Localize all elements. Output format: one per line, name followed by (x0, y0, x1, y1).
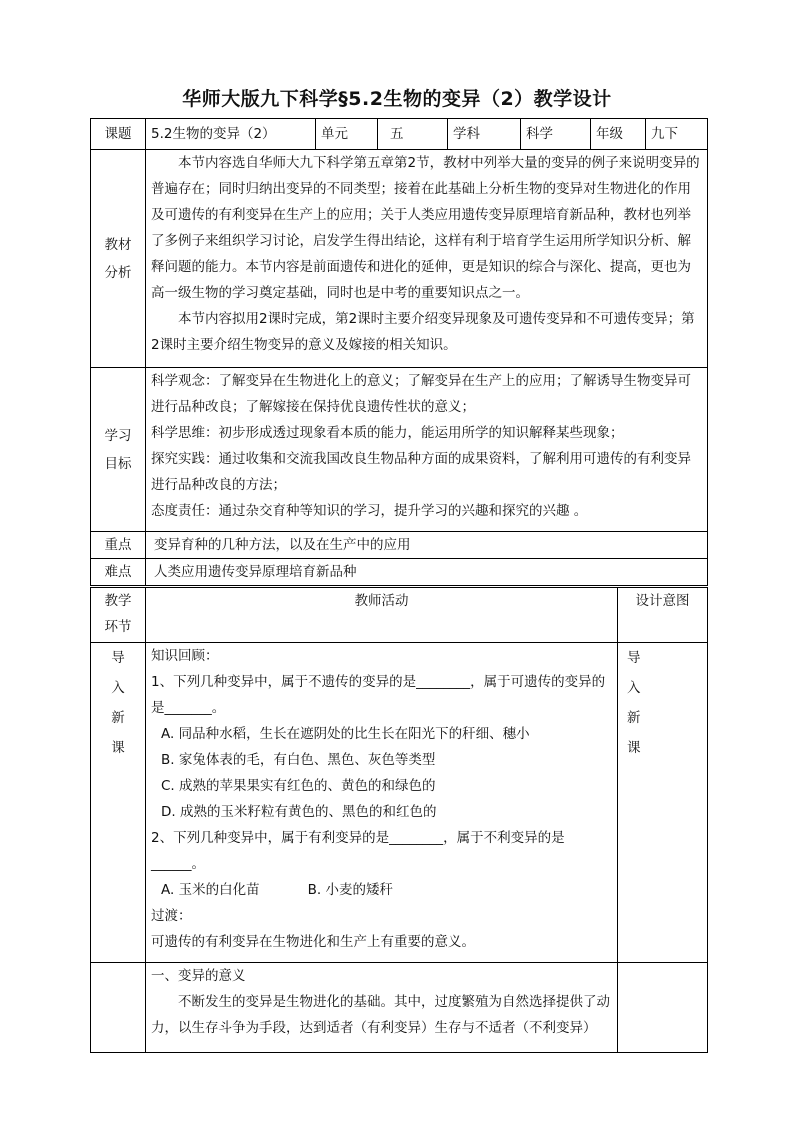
analysis-para2: 本节内容拟用2课时完成，第2课时主要介绍变异现象及可遗传变异和不可遗传变异；第2课时主要介绍生物变异的意义及嫁接的相关知识。 (151, 311, 695, 353)
info-table (90, 118, 708, 586)
section-one-heading: 一、变异的意义 (151, 968, 246, 984)
topic-value: 5.2生物的变异（2） (146, 119, 316, 150)
unit-value: 五 (378, 119, 448, 150)
stage-header-line2: 环节 (104, 619, 132, 635)
question-1: 1、下列几种变异中，属于不遗传的变异的是________，属于可遗传的变异的是_______。 (151, 674, 606, 716)
q1-option: B. 家兔体表的毛，有白色、黑色、灰色等类型 (161, 752, 436, 768)
label-subject: 学科 (448, 119, 521, 150)
section-one-content (146, 963, 618, 1053)
analysis-label-line1: 教材 (104, 236, 132, 253)
grade-value: 九下 (646, 119, 708, 150)
key-point-row (91, 532, 708, 559)
key-point-text: 变异育种的几种方法，以及在生产中的应用 (146, 532, 708, 559)
goals-label (91, 368, 146, 532)
intro-activity (146, 643, 618, 963)
intro-stage-label: 导 入 新 课 (91, 643, 146, 963)
difficulty-label: 难点 (91, 559, 146, 586)
goal-item: 探究实践：通过收集和交流我国改良生物品种方面的成果资料，了解利用可遗传的有利变异进行品种改良的方法； (151, 451, 691, 493)
q1-option: A. 同品种水稻，生长在遮阴处的比生长在阳光下的秆细、穗小 (161, 726, 530, 742)
q1-option: C. 成熟的苹果果实有红色的、黄色的和绿色的 (161, 778, 436, 794)
analysis-para1: 本节内容选自华师大九下科学第五章第2节，教材中列举大量的变异的例子来说明变异的普遍存在；同时归纳出变异的不同类型；接着在此基础上分析生物的变异对生物进化的作用及可遗传的有利变异在生产上的应用；关于人类应用遗传变异原理培育新品种，教材也列举了多例子来组织学习讨论，启发学生得出结论，这样有利于培育学生运用所学知识分析、解释问题的能力。本节内容是前面遗传和进化的延伸，更是知识的综合与深化、提高，更也为高一级生物的学习奠定基础，同时也是中考的重要知识点之一。 (151, 155, 700, 301)
key-point-label: 重点 (91, 532, 146, 559)
process-table (90, 587, 708, 1053)
goal-item: 科学思维：初步形成透过现象看本质的能力，能运用所学的知识解释某些现象； (151, 425, 624, 441)
activity-header: 教师活动 (146, 588, 618, 643)
q2-option-a: A. 玉米的白化苗 (161, 882, 260, 898)
difficulty-row (91, 559, 708, 586)
question-2: 2、下列几种变异中，属于有利变异的是________，属于不利变异的是______。 (151, 830, 565, 872)
difficulty-text: 人类应用遗传变异原理培育新品种 (146, 559, 708, 586)
label-unit: 单元 (316, 119, 378, 150)
section-one-para: 不断发生的变异是生物进化的基础。其中，过度繁殖为自然选择提供了动力，以生存斗争为手段，达到适者（有利变异）生存与不适者（不利变异） (151, 994, 610, 1036)
analysis-label (91, 150, 146, 368)
document-title: 华师大版九下科学§5.2生物的变异（2）教学设计 (182, 88, 612, 110)
goals-row (91, 368, 708, 532)
subject-value: 科学 (521, 119, 591, 150)
analysis-content (146, 150, 708, 368)
stage-header-line1: 教学 (104, 593, 132, 609)
intro-stage-row (91, 643, 708, 963)
goals-content (146, 368, 708, 532)
transition-label: 过渡： (151, 908, 192, 924)
analysis-row (91, 150, 708, 368)
goals-label-line2: 目标 (104, 455, 132, 472)
q2-options (151, 877, 612, 903)
transition-text: 可遗传的有利变异在生物进化和生产上有重要的意义。 (151, 934, 475, 950)
label-grade: 年级 (591, 119, 646, 150)
goal-item: 态度责任：通过杂交育种等知识的学习，提升学习的兴趣和探究的兴趣 。 (151, 503, 588, 519)
analysis-label-line2: 分析 (104, 264, 132, 281)
q1-option: D. 成熟的玉米籽粒有黄色的、黑色的和红色的 (161, 804, 437, 820)
section-one-stage (91, 963, 146, 1053)
section-one-row (91, 963, 708, 1053)
q2-option-b: B. 小麦的矮秆 (307, 882, 393, 898)
label-topic: 课题 (91, 119, 146, 150)
info-row (91, 119, 708, 150)
goals-label-line1: 学习 (104, 427, 132, 444)
section-one-intent (618, 963, 708, 1053)
intent-header: 设计意图 (618, 588, 708, 643)
process-header-row (91, 588, 708, 643)
stage-header (91, 588, 146, 643)
goal-item: 科学观念：了解变异在生物进化上的意义；了解变异在生产上的应用；了解诱导生物变异可进行品种改良；了解嫁接在保持优良遗传性状的意义； (151, 373, 691, 415)
review-heading: 知识回顾： (151, 648, 219, 664)
intro-intent: 导 入 新 课 (618, 643, 708, 963)
